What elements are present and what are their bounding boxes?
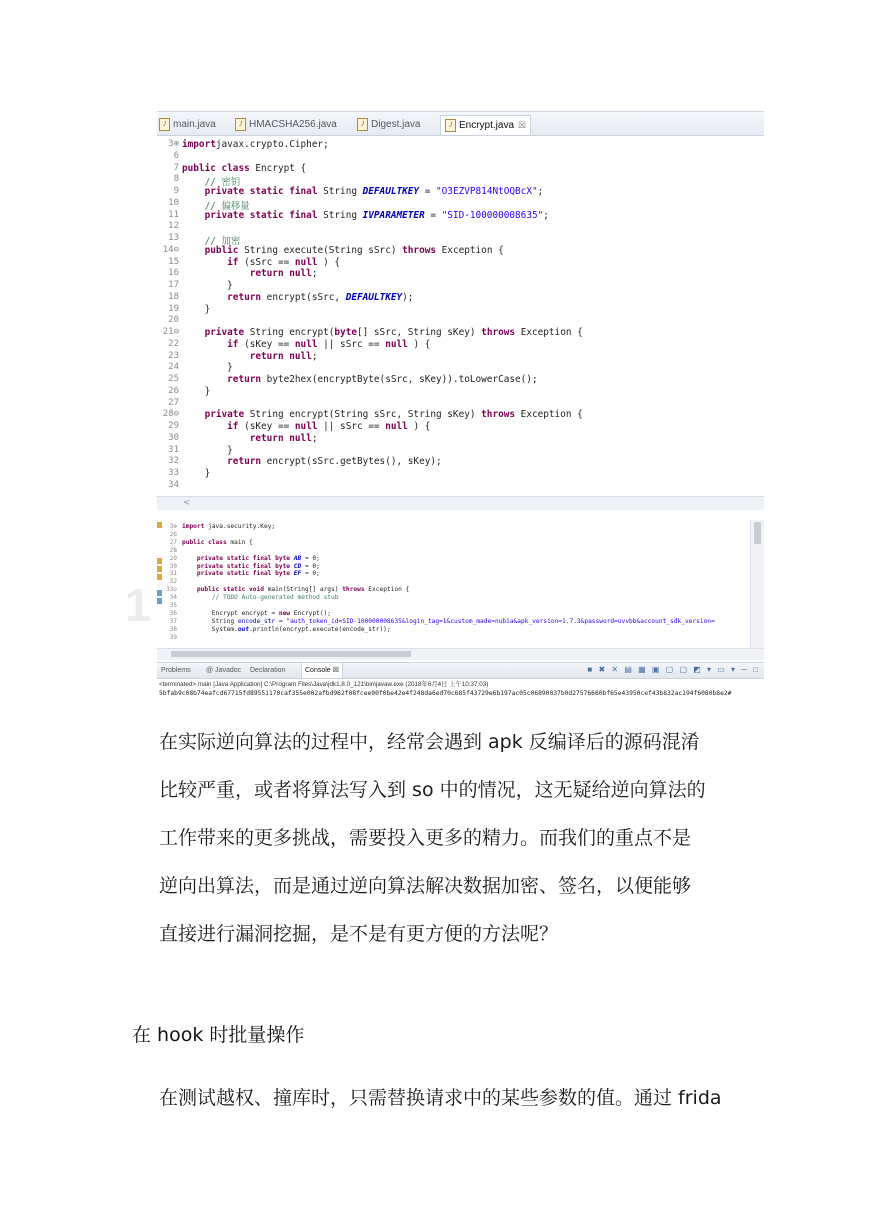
code-token: ); [402,291,414,303]
code-token: public static void [196,586,264,594]
line-number: 9 [173,186,179,196]
code-token [182,186,205,197]
code-token: = [275,617,287,625]
paragraph-line: 在测试越权、撞库时，只需替换请求中的某些参数的值。通过 frida [159,1087,722,1109]
code-line [182,245,504,256]
code-token: byte [334,327,357,338]
line-number: 39 [169,633,177,641]
code-token: private [204,409,245,421]
code-line [182,292,413,303]
code-editor-screenshot [157,111,764,510]
code-line [182,268,317,279]
code-token: String execute(String sSrc) [238,244,403,256]
code-token: // 加密 [204,236,241,247]
code-token: || sSrc == [317,338,386,350]
code-token: throws [342,586,365,594]
code-token [182,339,227,350]
line-number: 21⊖ [162,327,179,337]
paragraph-line: 比较严重，或者将算法写入到 so 中的情况，这无疑给逆向算法的 [159,779,706,801]
code-token: AB [293,554,302,562]
line-number: 30 [168,432,179,443]
line-number: 11 [168,209,179,220]
code-line [182,468,210,479]
code-token: // 偏移量 [204,200,250,212]
scroll-thumb[interactable] [754,522,761,544]
code-token: Exception { [515,327,583,338]
code-token: import [182,139,216,150]
line-number: 16 [168,268,179,279]
code-token: String [317,209,363,221]
line-number: 27 [169,538,177,546]
line-number: 28⊖ [162,409,179,420]
paragraph-line: 在实际逆向算法的过程中，经常会遇到 apk 反编译后的源码混淆 [159,731,700,753]
code-token: = [419,186,437,197]
line-number: 8 [173,174,179,185]
code-token: byte2hex(encryptByte(sSrc, sKey)).toLowerCase(); [261,374,538,385]
code-line [182,186,543,197]
line-number: 34 [168,479,179,490]
line-number: 3⊕ [169,523,177,530]
java-file-icon: J [445,119,456,132]
line-number: 14⊖ [162,244,179,255]
code-token: return [227,456,262,468]
line-number: 6 [173,150,179,161]
tab-main-java[interactable]: J main.java [159,115,216,134]
code-token: Encrypt encrypt = [182,609,279,617]
code-token [182,594,212,601]
code-token: Encrypt(); [290,609,332,617]
code-token: if [227,421,239,432]
code-line [182,139,329,150]
code-token: if [227,338,239,350]
code-token [182,433,250,444]
code-token: null [294,421,318,432]
code-token [182,327,205,338]
code-token: if [227,256,239,268]
code-token: null [385,421,408,432]
code-token: DEFAULTKEY [345,291,403,303]
code-token: ; [543,209,549,221]
line-number: 19 [168,303,179,314]
line-number: 38 [169,625,177,633]
code-token [182,456,227,467]
code-token: = 0; [301,554,320,562]
line-number: 23 [168,350,179,361]
code-token: private static final [204,209,318,221]
code-token: CD [293,562,302,570]
code-line [182,210,549,221]
code-token: out [237,625,250,633]
console-screenshot [125,520,764,706]
line-number: 34 [169,594,177,602]
code-token: } [182,444,233,456]
code-token: public [204,244,239,256]
code-line [182,570,320,577]
code-token: encode_str [237,617,276,625]
code-line [182,386,210,397]
code-token: ) { [317,256,341,268]
code-token: "O3EZVP814NtOQBcX" [436,186,538,197]
terminated-status: <terminated> main [Java Application] C:\Program Files\Java\jdk1.8.0_121\bin\javaw.exe (2018年6月4日 上午10:37:03) [159,681,489,688]
code-token [182,421,227,432]
editor-tab-bar [157,112,764,136]
code-line [182,539,253,546]
code-line [182,456,442,467]
code-token: private static final byte [196,562,291,570]
code-token: private [204,327,245,338]
line-number: 10 [168,197,179,208]
code-token: (sSrc == [238,256,295,268]
code-line [182,351,317,362]
code-token: String [182,617,238,625]
line-number: 25 [168,374,179,384]
line-number: 37 [169,617,177,625]
line-number: 28 [169,546,177,554]
code-token: null [294,338,318,350]
code-line [182,618,715,625]
code-token: = [424,209,442,221]
code-token: } [182,468,211,479]
code-token: (sKey == [238,421,295,432]
code-token: System. [182,625,238,633]
line-number: 27 [168,397,179,408]
scroll-thumb[interactable] [171,651,411,657]
code-token: encrypt(sSrc.getBytes(), sKey); [261,456,442,468]
code-line [182,362,233,373]
code-token: javax.crypto.Cipher; [215,139,329,150]
tab-hmacsha256-java[interactable]: J HMACSHA256.java [235,115,337,134]
code-token: || sSrc == [317,421,386,432]
code-token: = 0; [301,562,320,570]
console-toolbar-icons[interactable]: ■ ✖ ✕ ▤ ▦ ▣ ▢ ▢ ◩ ▾ ▭ ▾ ─ □ [587,665,760,674]
code-token: ; [311,432,318,444]
code-token: Encrypt { [249,162,307,174]
code-token: ) { [407,421,431,432]
line-number: 17 [168,280,179,290]
code-token: java.security.Key; [204,523,276,530]
code-token: // TODO Auto-generated method stub [211,594,339,602]
code-token [182,210,205,221]
code-line [182,280,233,291]
code-token: ) { [407,338,431,350]
code-token: main(String[] args) [263,586,343,594]
code-token: main { [226,538,253,546]
code-line [182,433,317,444]
code-token: public class [182,538,227,546]
code-token: null [294,256,318,268]
code-token: return null [249,432,312,444]
code-token: ; [311,268,318,280]
code-token: // 密钥 [204,177,241,189]
code-token: String encrypt(String sSrc, String sKey) [244,409,482,421]
code-token: public class [182,162,250,174]
code-token: return [227,291,262,303]
paragraph-line: 直接进行漏洞挖掘，是不是有更方便的方法呢？ [159,923,559,945]
code-line [182,163,306,174]
view-tab-bar [157,662,764,679]
horizontal-scrollbar[interactable] [157,648,764,660]
paragraph-line: 逆向出算法，而是通过逆向算法解决数据加密、签名，以便能够 [159,875,692,897]
line-number: 18 [168,291,179,302]
line-number: 32 [168,456,179,467]
code-line [182,594,338,601]
line-number: 33⊖ [166,586,177,594]
body-paragraph [159,718,749,958]
body-paragraph [159,1074,749,1122]
code-token [182,570,197,577]
code-token: Exception { [436,244,504,256]
code-token: (sKey == [238,338,295,350]
tab-digest-java[interactable]: J Digest.java [357,115,420,134]
code-token: IVPARAMETER [362,209,425,221]
paragraph-line: 工作带来的更多挑战，需要投入更多的精力。而我们的重点不是 [159,827,692,849]
code-token: return [227,374,262,385]
code-token: throws [481,409,516,421]
code-token: null [385,338,408,350]
code-token: } [182,303,211,315]
code-token: new [278,609,291,617]
code-line [182,610,331,617]
code-token [182,563,197,570]
code-line [182,421,430,432]
line-number: 12 [168,221,179,232]
console-output: 5bfab9c08b74eafcd67715fd89551170caf355e002afbd962f08fcee90f0be42e4f248da6ed70c685f43729e6b197ac05c06890037b0d27576660bf65e43950cef43b832ac194f6080b8e2# [159,690,732,697]
code-line [182,374,538,385]
line-number: 20 [168,315,179,326]
code-token: = 0; [301,570,320,578]
line-number: 7 [173,162,179,173]
tab-console[interactable]: Console ☒ [301,663,343,678]
code-token: DEFAULTKEY [362,186,420,197]
code-token: [] sSrc, String sKey) [356,327,482,338]
line-number: 26 [169,530,177,538]
line-number: 29 [168,421,179,431]
code-line [182,626,391,633]
line-number: 13 [168,233,179,243]
code-token: throws [402,244,437,256]
code-line [182,586,409,593]
java-file-icon: J [357,118,368,131]
code-token [182,586,197,593]
line-number: 35 [169,602,177,609]
line-number: 32 [169,578,177,586]
code-token: throws [481,327,516,338]
code-token: "SID-100000008635" [441,209,544,221]
code-token [182,245,205,256]
java-file-icon: J [235,118,246,131]
code-token: ; [311,350,318,362]
tab-encrypt-java[interactable]: J Encrypt.java ☒ [440,115,531,135]
tab-declaration[interactable]: Declaration [250,667,286,674]
code-token: private static final byte [196,570,291,578]
code-token: String [317,186,363,197]
code-token: return null [249,268,312,280]
code-token: } [182,385,211,397]
code-token: import [182,523,205,530]
code-token [182,374,227,385]
line-number: 29 [169,554,177,562]
code-line [182,304,210,315]
line-number: 36 [169,609,177,617]
code-line [182,339,430,350]
line-number: 15 [168,256,179,267]
code-token: encrypt(sSrc, [261,291,346,303]
code-line [182,555,320,562]
tab-problems[interactable]: Problems [161,667,191,674]
tab-javadoc[interactable]: @ Javadoc [206,667,242,674]
code-token [182,351,250,362]
code-line [182,409,583,420]
vertical-scrollbar[interactable] [750,520,764,648]
line-number: 30 [169,562,177,570]
line-number: 33 [168,468,179,478]
editor-code-area[interactable] [157,135,764,497]
line-number: 22 [168,338,179,349]
code-line [182,563,320,570]
code-token: } [182,362,233,374]
code-token [182,292,227,303]
code-token [182,257,227,268]
code-token [182,409,205,420]
code-line [182,445,233,456]
code-line [182,327,583,338]
java-file-icon: J [159,118,170,131]
code-token: } [182,280,233,291]
code-token: private static final [204,186,318,197]
watermark-mark: 1 [125,579,151,631]
code-line [182,257,340,268]
line-number: 3⊕ [168,139,179,149]
code-token: "auth_token_id=SID-100000008635&login_tag=1&custom_made=nubia&apk_version=1.7.3&password=uvvbb&account_sdk_version= [286,617,715,625]
line-number: 31 [169,570,177,578]
section-heading: 在 hook 时批量操作 [132,1024,305,1046]
code-token [182,555,197,562]
code-token [182,268,250,279]
code-token: String encrypt( [244,327,335,338]
code-token: Exception { [364,586,410,594]
line-number: 31 [168,444,179,455]
close-tab-icon[interactable]: ☒ [518,120,527,130]
code-token: private static final byte [196,554,291,562]
code-token: Exception { [515,409,583,421]
code-token: return null [249,350,312,362]
code-token: .println(encrypt.execute(encode_str)); [249,625,391,633]
code-token: EF [293,570,302,578]
horizontal-scrollbar[interactable] [157,496,764,510]
line-number: 24 [168,362,179,373]
line-number: 26 [168,385,179,396]
scroll-left-icon[interactable]: < [183,498,191,508]
code-line [182,523,275,530]
code-token: ; [537,186,544,197]
